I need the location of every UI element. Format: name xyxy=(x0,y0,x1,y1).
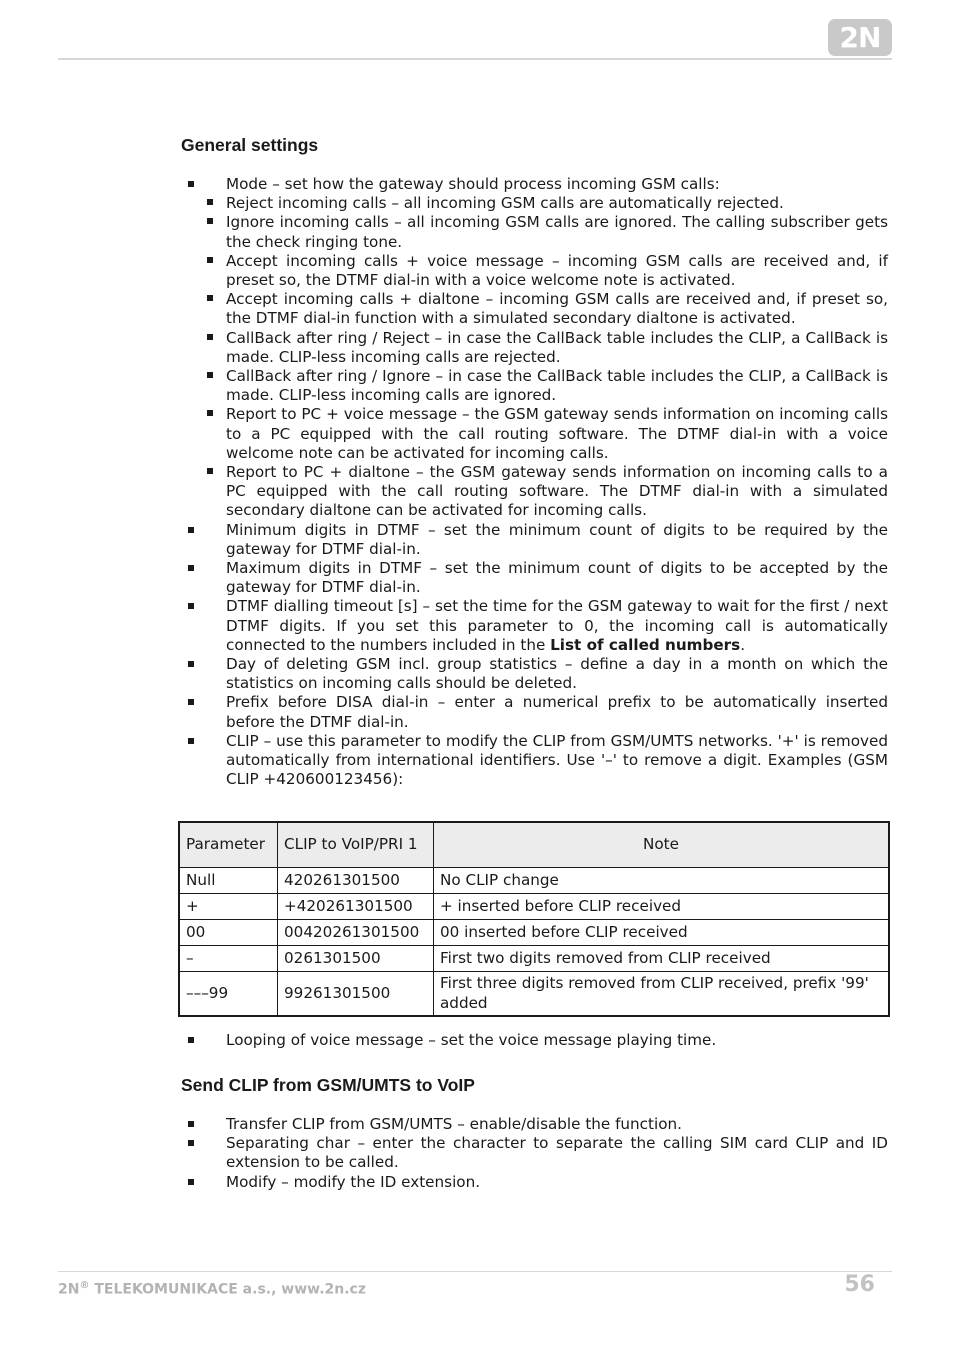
list-item: Modify – modify the ID extension. xyxy=(208,1173,888,1192)
mode-option: Report to PC + voice message – the GSM gateway sends information on incoming calls to a PC equipped with the call routing software. The DTMF dial-in with a voice welcome note can be activated for incoming calls. xyxy=(226,405,888,462)
table-cell: 00 xyxy=(179,920,278,946)
list-item-day-deleting: Day of deleting GSM incl. group statistics – define a day in a month on which the statistics on incoming calls should be deleted. xyxy=(208,655,888,693)
table-cell: 00420261301500 xyxy=(278,920,434,946)
table-row xyxy=(179,946,889,972)
general-settings-list xyxy=(208,175,888,790)
footer-company xyxy=(58,1280,366,1298)
brand-logo: 2N xyxy=(828,19,892,56)
list-item-max-digits: Maximum digits in DTMF – set the minimum count of digits to be accepted by the gateway for DTMF dial-in. xyxy=(208,559,888,597)
list-item-dtmf-timeout xyxy=(208,597,888,655)
header-rule xyxy=(58,58,892,60)
section-heading-send-clip: Send CLIP from GSM/UMTS to VoIP xyxy=(181,1075,475,1095)
header-clip-to-voip: CLIP to VoIP/PRI 1 xyxy=(278,822,434,868)
list-item-clip: CLIP – use this parameter to modify the CLIP from GSM/UMTS networks. '+' is removed automatically from international identifiers. Use '–' to remove a digit. Examples (GSM CLIP +420600123456): xyxy=(208,732,888,790)
list-item-min-digits: Minimum digits in DTMF – set the minimum count of digits to be required by the gateway for DTMF dial-in. xyxy=(208,521,888,559)
list-of-called-numbers-reference: List of called numbers xyxy=(550,635,741,654)
clip-examples-table xyxy=(178,821,890,1017)
table-cell: No CLIP change xyxy=(434,868,890,894)
table-cell: 99261301500 xyxy=(278,972,434,1017)
mode-option: Ignore incoming calls – all incoming GSM calls are ignored. The calling subscriber gets the check ringing tone. xyxy=(226,213,888,251)
list-item-mode xyxy=(208,175,888,521)
list-item-looping: Looping of voice message – set the voice message playing time. xyxy=(208,1031,888,1050)
looping-list xyxy=(208,1031,888,1050)
timeout-text: DTMF dialling timeout [s] – set the time for the GSM gateway to wait for the first / next DTMF digits. If you set this parameter to 0, the incoming call is automatically connected to the numbers included in the xyxy=(226,597,888,654)
mode-option: Accept incoming calls + voice message – incoming GSM calls are received and, if preset so, the DTMF dial-in with a voice welcome note is activated. xyxy=(226,251,888,290)
table-row xyxy=(179,972,889,1017)
timeout-end: . xyxy=(740,635,746,654)
page-number: 56 xyxy=(844,1272,875,1297)
table-cell: First two digits removed from CLIP received xyxy=(434,946,890,972)
table-cell: First three digits removed from CLIP received, prefix '99' added xyxy=(434,972,890,1017)
send-clip-list xyxy=(208,1115,888,1192)
mode-option: CallBack after ring / Reject – in case the CallBack table includes the CLIP, a CallBack is made. CLIP-less incoming calls are rejected. xyxy=(226,328,888,366)
table-header-row xyxy=(179,822,889,868)
header-parameter: Parameter xyxy=(179,822,278,868)
section-heading-general-settings: General settings xyxy=(181,135,319,155)
table-cell: + inserted before CLIP received xyxy=(434,894,890,920)
mode-text: Mode – set how the gateway should process incoming GSM calls: xyxy=(226,175,720,193)
table-cell: – xyxy=(179,946,278,972)
table-cell: 00 inserted before CLIP received xyxy=(434,920,890,946)
table-row xyxy=(179,868,889,894)
table-cell: +420261301500 xyxy=(278,894,434,920)
registered-mark: ® xyxy=(79,1280,90,1291)
list-item: Separating char – enter the character to separate the calling SIM card CLIP and ID extension to be called. xyxy=(208,1134,888,1172)
table-cell: 420261301500 xyxy=(278,868,434,894)
footer-company-text: TELEKOMUNIKACE a.s., www.2n.cz xyxy=(89,1281,366,1298)
mode-options-list xyxy=(226,194,888,520)
table-cell: + xyxy=(179,894,278,920)
footer-brand: 2N xyxy=(58,1281,80,1298)
mode-option: Accept incoming calls + dialtone – incoming GSM calls are received and, if preset so, the DTMF dial-in function with a simulated secondary dialtone is activated. xyxy=(226,290,888,328)
header-note: Note xyxy=(434,822,890,868)
list-item-prefix: Prefix before DISA dial-in – enter a numerical prefix to be automatically inserted before the DTMF dial-in. xyxy=(208,693,888,731)
table-cell: 0261301500 xyxy=(278,946,434,972)
table-cell: –––99 xyxy=(179,972,278,1017)
table-row xyxy=(179,920,889,946)
list-item: Transfer CLIP from GSM/UMTS – enable/disable the function. xyxy=(208,1115,888,1134)
mode-option: CallBack after ring / Ignore – in case the CallBack table includes the CLIP, a CallBack is made. CLIP-less incoming calls are ignored. xyxy=(226,367,888,405)
footer-rule xyxy=(58,1271,892,1272)
mode-option: Report to PC + dialtone – the GSM gateway sends information on incoming calls to a PC equipped with the call routing software. The DTMF dial-in with a simulated secondary dialtone can be activated for incoming calls. xyxy=(226,463,888,520)
table-row xyxy=(179,894,889,920)
mode-option: Reject incoming calls – all incoming GSM calls are automatically rejected. xyxy=(226,194,888,213)
table-cell: Null xyxy=(179,868,278,894)
